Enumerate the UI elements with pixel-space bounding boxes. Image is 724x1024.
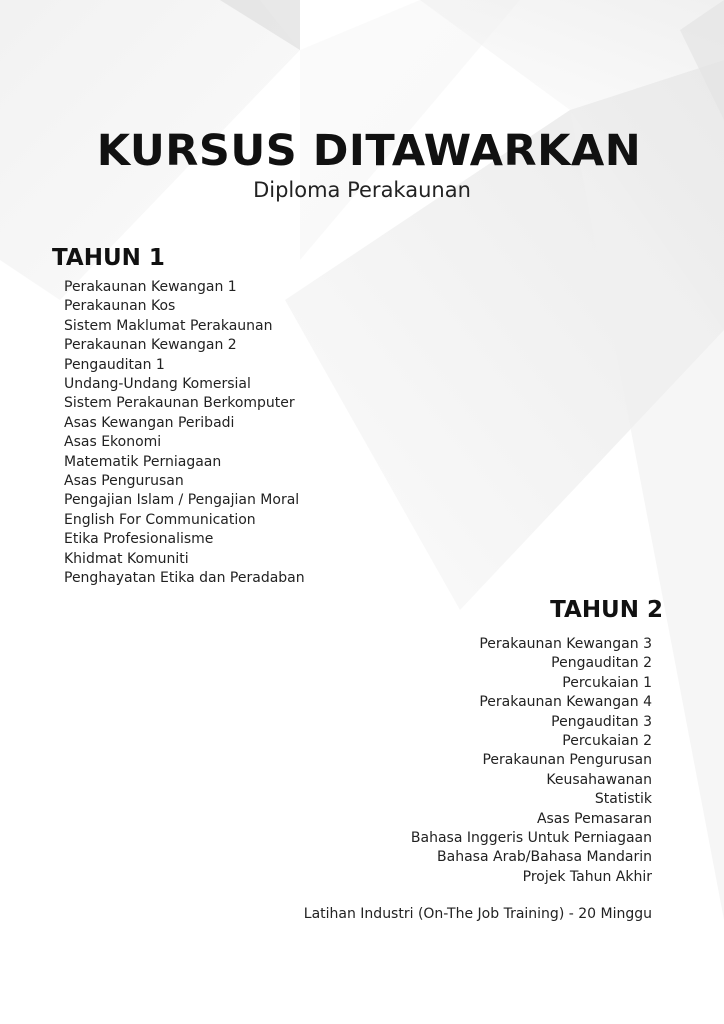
year1-heading: TAHUN 1 — [52, 245, 165, 271]
year1-course: Khidmat Komuniti — [64, 550, 189, 567]
year1-course: Asas Pengurusan — [64, 473, 184, 490]
year1-course: Pengauditan 1 — [64, 356, 165, 373]
year2-course: Perakaunan Kewangan 4 — [479, 694, 652, 711]
year2-course: Statistik — [594, 791, 652, 808]
year1-course: Asas Ekonomi — [64, 434, 162, 451]
page-title: KURSUS DITAWARKAN — [96, 126, 642, 176]
year2-course: Pengauditan 2 — [551, 655, 652, 672]
year2-course: Perakaunan Pengurusan — [482, 752, 652, 769]
year2-course-list — [411, 635, 652, 887]
year2-course: Bahasa Inggeris Untuk Perniagaan — [410, 830, 652, 847]
year1-course: Matematik Perniagaan — [64, 453, 222, 470]
year2-course: Pengauditan 3 — [551, 713, 652, 730]
year1-course: Undang-Undang Komersial — [64, 376, 251, 393]
year1-course: Perakaunan Kos — [64, 298, 176, 315]
year1-course: Pengajian Islam / Pengajian Moral — [64, 492, 300, 509]
year1-course-list — [64, 278, 305, 589]
page-subtitle: Diploma Perakaunan — [253, 178, 471, 202]
year2-course: Asas Pemasaran — [536, 810, 652, 827]
year2-course: Percukaian 2 — [562, 733, 652, 750]
year1-course: Etika Profesionalisme — [64, 531, 214, 548]
industrial-training-note: Latihan Industri (On-The Job Training) - 20 Minggu — [303, 906, 652, 922]
year2-course: Keusahawanan — [546, 771, 652, 788]
year1-course: Sistem Maklumat Perakaunan — [64, 317, 273, 334]
year1-course: Asas Kewangan Peribadi — [64, 414, 235, 431]
year2-heading: TAHUN 2 — [550, 597, 663, 623]
year1-course: Sistem Perakaunan Berkomputer — [64, 395, 295, 412]
year1-course: English For Communication — [64, 511, 256, 528]
year2-course: Perakaunan Kewangan 3 — [479, 636, 652, 652]
year2-course: Percukaian 1 — [562, 674, 652, 691]
year2-course: Bahasa Arab/Bahasa Mandarin — [437, 849, 652, 866]
year1-course: Penghayatan Etika dan Peradaban — [64, 570, 305, 587]
year1-course: Perakaunan Kewangan 1 — [64, 279, 237, 295]
year1-course: Perakaunan Kewangan 2 — [64, 337, 237, 354]
year2-course: Projek Tahun Akhir — [522, 868, 652, 885]
